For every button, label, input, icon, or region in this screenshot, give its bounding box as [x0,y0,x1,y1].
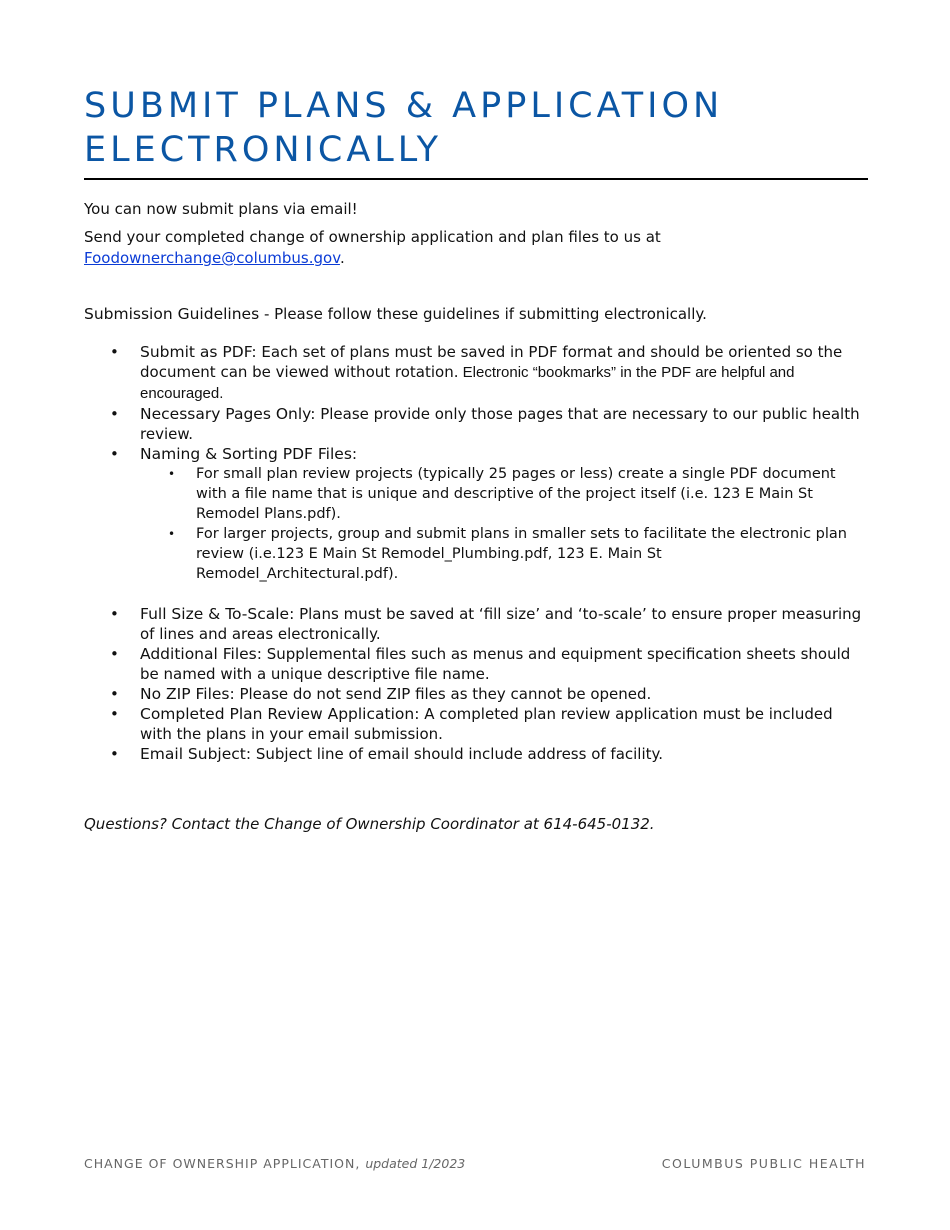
title-line-2: ELECTRONICALLY [84,130,443,170]
questions-contact: Questions? Contact the Change of Ownership Coordinator at 614-645-0132. [84,815,655,833]
list-item-naming-sorting [84,444,868,584]
item-text: Plans must be saved at ‘fill size’ and ‘to-scale’ to ensure proper measuring of lines and areas electronically. [140,605,862,643]
list-item-additional-files [84,644,868,684]
sub-bullet: • [168,467,176,481]
guidelines-label: Submission Guidelines [84,305,260,323]
guidelines-text: - Please follow these guidelines if submitting electronically. [259,305,707,323]
lead-text: You can now submit plans via email! [84,200,358,218]
list-item-no-zip [84,684,868,704]
item-text-2: Electronic “bookmarks” in the PDF are helpful and encouraged. [140,364,795,402]
send-text: Send your completed change of ownership application and plan files to us at [84,228,661,246]
guidelines-heading [84,304,868,324]
sub-item-larger-projects [140,524,868,584]
item-label: No ZIP Files: [140,685,235,703]
footer-form-name: CHANGE OF OWNERSHIP APPLICATION, [84,1156,366,1171]
guidelines-list [84,342,868,764]
title-rule [84,178,868,180]
item-label: Additional Files: [140,645,262,663]
item-text: Subject line of email should include address of facility. [251,745,664,763]
bullet: • [110,705,119,723]
page-title [84,84,868,172]
list-item-full-size [84,604,868,644]
item-text: Each set of plans must be saved in PDF format and should be oriented so the document can be viewed without rotation. [140,343,843,381]
sub-item-text: For larger projects, group and submit plans in smaller sets to facilitate the electronic plan review (i.e.123 E Main St Remodel_Plumbing.pdf, 123 E. Main St Remodel_Architectural.pdf). [196,526,847,582]
item-text: Supplemental files such as menus and equipment specification sheets should be named with a unique descriptive file name. [140,645,851,683]
sub-item-text: For small plan review projects (typically 25 pages or less) create a single PDF document with a file name that is unique and descriptive of the project itself (i.e. 123 E Main St Remodel Plans.pdf). [196,466,836,522]
item-text: A completed plan review application must be included with the plans in your email submission. [140,705,833,743]
list-item-completed-application [84,704,868,744]
bullet: • [110,445,119,463]
title-line-1: SUBMIT PLANS & APPLICATION [84,86,724,126]
sub-list [140,464,868,584]
bullet: • [110,645,119,663]
bullet: • [110,605,119,623]
send-paragraph [84,227,868,269]
bullet: • [110,685,119,703]
footer-left [84,1156,465,1171]
bullet: • [110,745,119,763]
email-period: . [339,249,345,267]
item-label: Necessary Pages Only: [140,405,316,423]
footer-right: COLUMBUS PUBLIC HEALTH [661,1156,866,1171]
bullet: • [110,343,119,361]
sub-item-small-projects [140,464,868,524]
item-text: Please provide only those pages that are necessary to our public health review. [140,405,860,443]
sub-bullet: • [168,527,176,541]
item-label: Naming & Sorting PDF Files: [140,445,358,463]
item-label: Full Size & To-Scale: [140,605,295,623]
list-gap [84,584,868,604]
item-label: Completed Plan Review Application: [140,705,420,723]
list-item-necessary-pages [84,404,868,444]
document-body [84,84,868,764]
list-item-submit-pdf [84,342,868,404]
item-label: Submit as PDF: [140,343,257,361]
email-link[interactable]: Foodownerchange@columbus.gov [84,249,340,267]
item-text: Please do not send ZIP files as they cannot be opened. [234,685,652,703]
bullet: • [110,405,119,423]
list-item-email-subject [84,744,868,764]
footer-updated: updated 1/2023 [365,1156,466,1171]
item-label: Email Subject: [140,745,252,763]
